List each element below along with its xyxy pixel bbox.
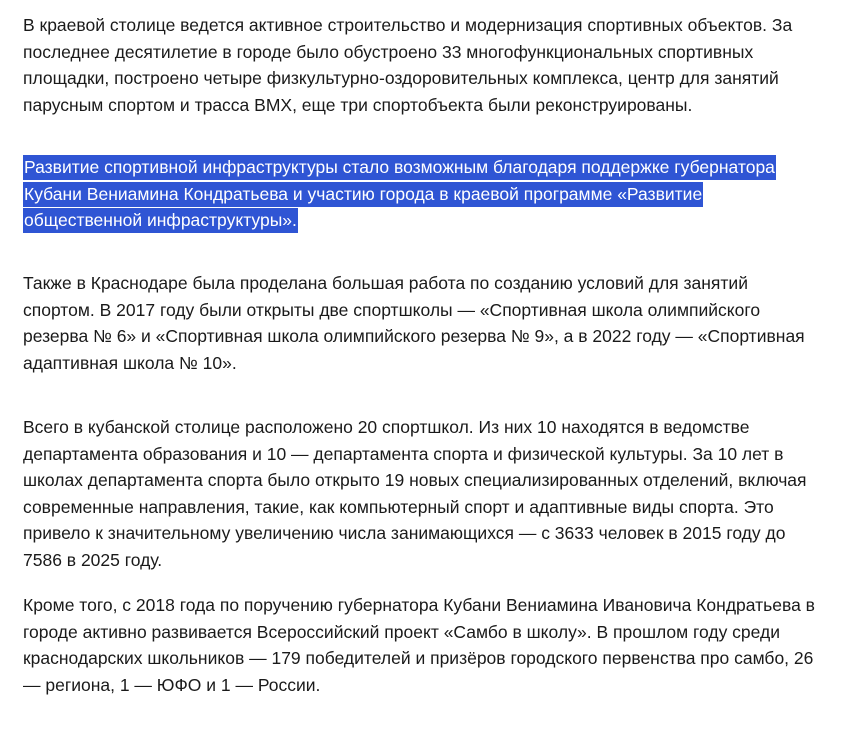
paragraph-sambo-project xyxy=(23,592,823,698)
paragraph-sport-schools-count xyxy=(23,414,823,573)
paragraph-text: Также в Краснодаре была проделана большая работа по созданию условий для занятий спортом. В 2017 году были открыты две спортшколы — «Спортивная школа олимпийского резерва № 6» и «Спортивная школа олимпийского резерва № 9», а в 2022 году — «Спортивная адаптивная школа № 10». xyxy=(23,273,805,373)
paragraph-sport-schools-opened xyxy=(23,270,823,376)
paragraph-construction xyxy=(23,12,823,118)
paragraph-infrastructure-selected[interactable] xyxy=(23,154,823,234)
paragraph-text: В краевой столице ведется активное строительство и модернизация спортивных объектов. За последнее десятилетие в городе было обустроено 33 многофункциональных спортивных площадки, построено четыре физкультурно-оздоровительных комплекса, центр для занятий парусным спортом и трасса BMX, еще три спортобъекта были реконструированы. xyxy=(23,15,793,115)
paragraph-text: Кроме того, с 2018 года по поручению губернатора Кубани Вениамина Ивановича Кондратьева в городе активно развивается Всероссийский проект «Самбо в школу». В прошлом году среди краснодарских школьников — 179 победителей и призёров городского первенства про самбо, 26 — региона, 1 — ЮФО и 1 — России. xyxy=(23,595,815,695)
selected-text[interactable]: Развитие спортивной инфраструктуры стало возможным благодаря поддержке губернатора Кубани Вениамина Кондратьева и участию города в краевой программе «Развитие общественной инфраструктуры». xyxy=(23,155,776,233)
paragraph-text: Всего в кубанской столице расположено 20 спортшкол. Из них 10 находятся в ведомстве департамента образования и 10 — департамента спорта и физической культуры. За 10 лет в школах департамента спорта было открыто 19 новых специализированных отделений, включая современные направления, такие, как компьютерный спорт и адаптивные виды спорта. Это привело к значительному увеличению числа занимающихся — с 3633 человек в 2015 году до 7586 в 2025 году. xyxy=(23,417,807,570)
